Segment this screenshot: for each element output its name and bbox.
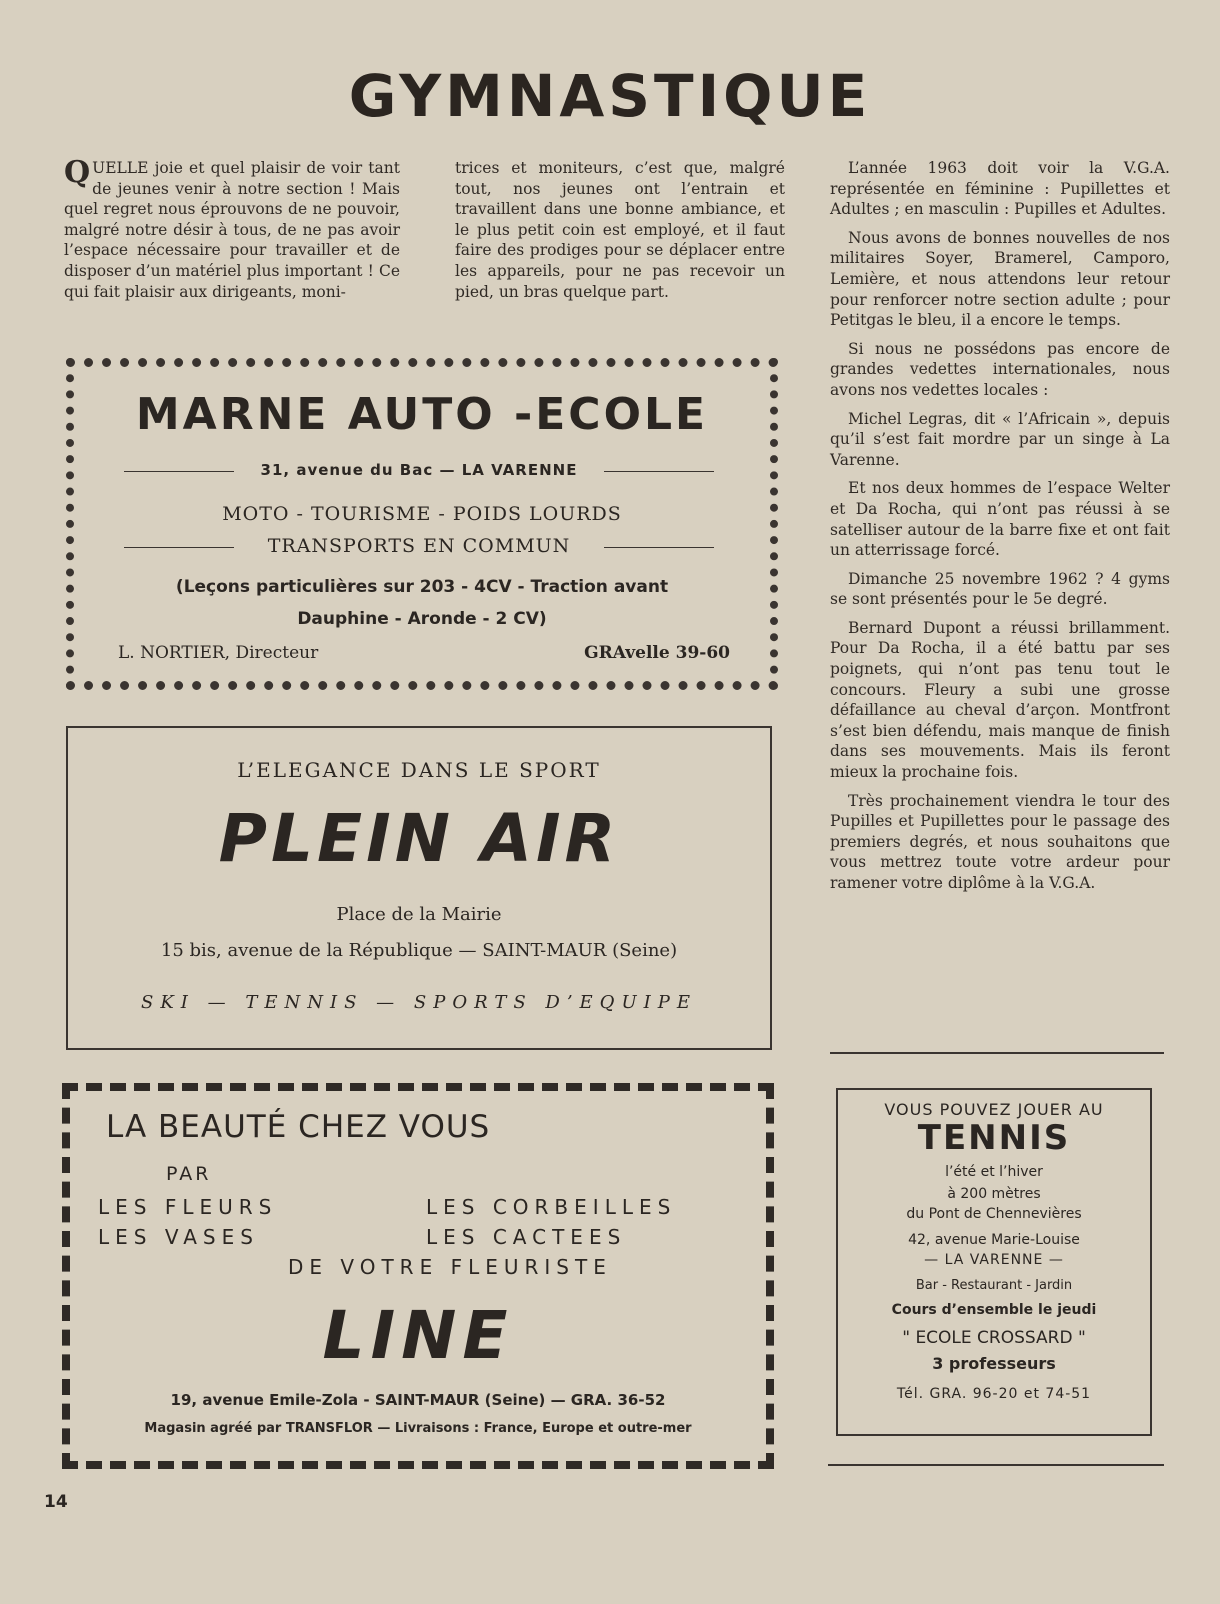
ad-plein-slogan: L’ELEGANCE DANS LE SPORT [237, 758, 601, 782]
rule [604, 547, 714, 548]
ad-line-note: Magasin agréé par TRANSFLOR — Livraisons : France, Europe et outre-mer [144, 1421, 692, 1436]
ad-marne-director: L. NORTIER, Directeur [118, 643, 319, 663]
ad-tennis-name: TENNIS [917, 1118, 1071, 1158]
ad-tennis-line-10: 3 professeurs [932, 1354, 1056, 1373]
ad-plein-sports: SKI — TENNIS — SPORTS D’EQUIPE [141, 992, 697, 1013]
article-column-2 [455, 158, 785, 310]
ad-line-address: 19, avenue Emile-Zola - SAINT-MAUR (Seine) — GRA. 36-52 [170, 1391, 666, 1409]
page-number: 14 [44, 1492, 68, 1512]
article-paragraph: Michel Legras, dit « l’Africain », depuis qu’il s’est fait mordre par un singe à La Varenne. [830, 409, 1170, 469]
article-paragraph: trices et moniteurs, c’est que, malgré tout, nos jeunes ont l’entrain et travaillent dans une bonne ambiance, et le plus petit coin est employé, et il faut faire des prodiges pour se déplacer entre les appareils, pour ne pas recevoir un pied, un bras quelque part. [455, 159, 785, 301]
ad-tennis-line-1: VOUS POUVEZ JOUER AU [884, 1100, 1104, 1119]
ad-tennis-line-8: Cours d’ensemble le jeudi [891, 1302, 1097, 1318]
article-column-3 [830, 158, 1170, 902]
ad-marne-auto-ecole [66, 358, 778, 690]
page-title: GYMNASTIQUE [348, 62, 872, 130]
ad-marne-address: 31, avenue du Bac — LA VARENNE [260, 461, 578, 479]
ad-line-item-2: LES CORBEILLES [426, 1195, 677, 1219]
article-paragraph: Nous avons de bonnes nouvelles de nos militaires Soyer, Bramerel, Camporo, Lemière, et nous attendons leur retour pour renforcer notre section adulte ; pour Petitgas le bleu, il a encore le temps. [830, 228, 1170, 330]
ad-tennis-line-2: l’été et l’hiver [945, 1164, 1043, 1180]
rule [124, 471, 234, 472]
ad-marne-services-1: MOTO - TOURISME - POIDS LOURDS [222, 503, 622, 525]
ad-line-headline: LA BEAUTÉ CHEZ VOUS [106, 1109, 491, 1145]
article-paragraph: Si nous ne possédons pas encore de grandes vedettes internationales, nous avons nos vedettes locales : [830, 339, 1170, 399]
ad-marne-lessons-1: (Leçons particulières sur 203 - 4CV - Traction avant [175, 577, 669, 597]
ad-line-item-1: LES FLEURS [98, 1195, 278, 1219]
article-paragraph: Dimanche 25 novembre 1962 ? 4 gyms se sont présentés pour le 5e degré. [830, 569, 1170, 609]
ad-tennis-line-3: à 200 mètres [947, 1186, 1041, 1202]
ad-plein-air [66, 726, 772, 1050]
ad-plein-address: 15 bis, avenue de la République — SAINT-MAUR (Seine) [160, 940, 678, 961]
ad-marne-services-2: TRANSPORTS EN COMMUN [267, 535, 571, 557]
ad-line-name: LINE [322, 1297, 514, 1374]
ad-tennis-line-7: Bar - Restaurant - Jardin [915, 1278, 1073, 1293]
ad-plein-place: Place de la Mairie [336, 904, 502, 925]
column-divider [830, 1052, 1164, 1054]
ad-tennis [836, 1088, 1152, 1436]
article-paragraph: Et nos deux hommes de l’espace Welter et Da Rocha, qui n’ont pas réussi à se satelliser autour de la barre fixe et ont fait un atterrissage forcé. [830, 479, 1170, 560]
ad-marne-name: MARNE AUTO -ECOLE [135, 389, 709, 440]
ad-tennis-line-11: Tél. GRA. 96-20 et 74-51 [896, 1386, 1092, 1402]
ad-line-item-4: LES CACTEES [426, 1225, 627, 1249]
article-paragraph: L’année 1963 doit voir la V.G.A. représentée en féminine : Pupillettes et Adultes ; en masculin : Pupilles et Adultes. [830, 159, 1170, 219]
article-paragraph: Bernard Dupont a réussi brillamment. Pour Da Rocha, il a été battu par ses poignets, qui n’ont pas tenu tout le concours. Fleury a subi une grosse défaillance au cheval d’arçon. Montfront s’est bien défendu, mais manque de finish dans ses mouvements. Mais ils feront mieux la prochaine fois. [830, 618, 1170, 782]
ad-line-fleuriste [62, 1083, 774, 1469]
ad-line-item-3: LES VASES [98, 1225, 259, 1249]
ad-tennis-line-4: du Pont de Chennevières [906, 1206, 1082, 1222]
ad-tennis-line-9: " ECOLE CROSSARD " [902, 1328, 1086, 1348]
ad-line-by: DE VOTRE FLEURISTE [288, 1255, 612, 1279]
ad-tennis-line-5: 42, avenue Marie-Louise [908, 1232, 1080, 1248]
ad-line-par: PAR [166, 1163, 212, 1185]
ad-tennis-line-6: — LA VARENNE — [924, 1252, 1064, 1268]
rule [124, 547, 234, 548]
article-paragraph: Très prochainement viendra le tour des Pupilles et Pupillettes pour le passage des premiers degrés, et nous souhaitons que vous mettrez toute votre ardeur pour ramener votre diplôme à la V.G.A. [830, 791, 1170, 892]
article-paragraph: QUELLE joie et quel plaisir de voir tant de jeunes venir à notre section ! Mais quel regret nous éprouvons de ne pouvoir, malgré notre désir à tous, de ne pas avoir l’espace nécessaire pour travailler et de disposer d’un matériel plus important ! Ce qui fait plaisir aux dirigeants, moni- [64, 155, 400, 301]
rule [604, 471, 714, 472]
ad-plein-name: PLEIN AIR [218, 800, 620, 877]
column-divider [828, 1464, 1164, 1466]
ad-marne-phone: GRAvelle 39-60 [584, 643, 730, 663]
ad-marne-lessons-2: Dauphine - Aronde - 2 CV) [297, 609, 547, 629]
drop-cap: Q [64, 155, 91, 190]
article-column-1 [64, 155, 400, 310]
